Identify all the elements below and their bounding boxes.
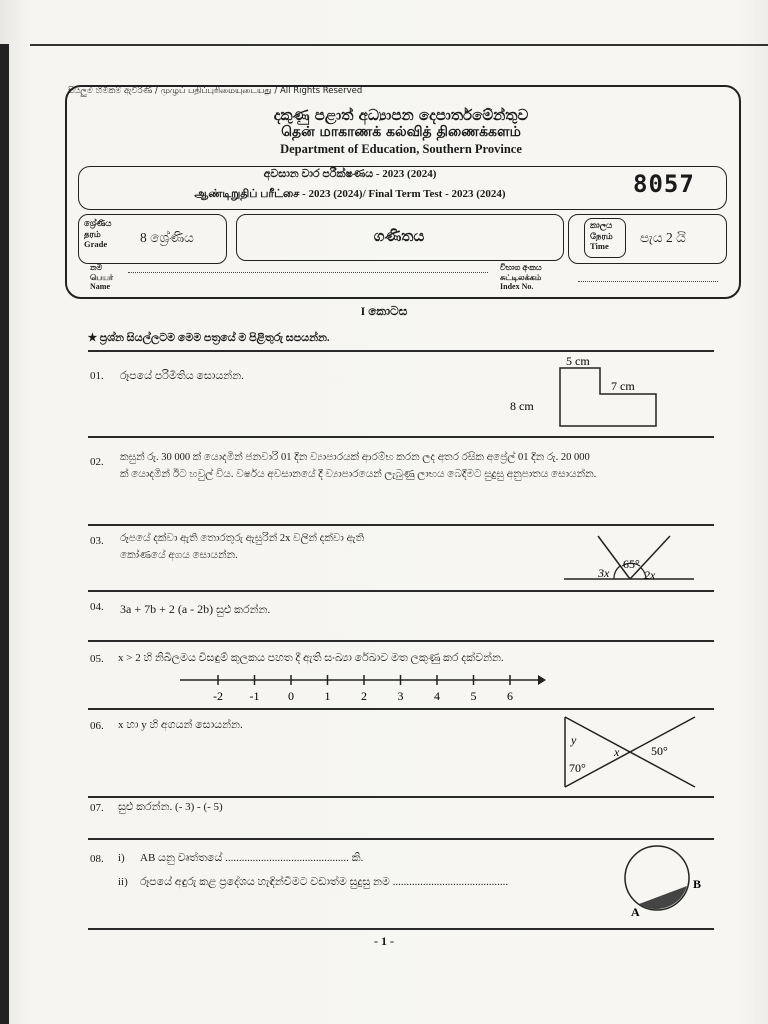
subquestion-text: රූපයේ අඳුරු කළ ප්‍රදේශය හැඳින්වීමට වඩාත්ම සුදුසු නම .......................................... bbox=[140, 876, 509, 888]
part-heading: I කොටස bbox=[360, 304, 408, 318]
angle-65: 65° bbox=[623, 557, 640, 571]
number-line-label: 6 bbox=[507, 689, 513, 703]
page-number: - 1 - bbox=[374, 934, 394, 948]
subquestion-text: AB යනු වෘත්තයේ ............................................. කි. bbox=[140, 852, 364, 864]
divider bbox=[88, 436, 714, 438]
term-title-sinhala: අවසාන වාර පරීක්ෂණය - 2023 (2024) bbox=[263, 168, 437, 180]
question-number: 03. bbox=[90, 535, 104, 547]
l-shape-figure bbox=[510, 352, 670, 432]
instruction-suffix: සුළු කරන්න. bbox=[213, 604, 271, 616]
question-line: කෝණයේ අගය සොයන්න. bbox=[120, 550, 238, 561]
divider bbox=[88, 590, 714, 592]
question-text bbox=[120, 530, 364, 564]
label-5cm: 5 cm bbox=[566, 354, 590, 368]
time-label-ta: நேரம் bbox=[590, 230, 613, 241]
question-number: 07. bbox=[90, 802, 104, 814]
angle-3x: 3x bbox=[598, 566, 610, 580]
angle-50: 50° bbox=[651, 744, 668, 758]
question-number: 05. bbox=[90, 653, 104, 665]
question-line: ක් යොදමින් ඊට හවුල් විය. වර්ෂය අවසානයේ දී ව්‍යාපාරයෙන් ලැබුණු ලාභය බෙදීමට සුදුසු අනුපාතය සොයන්න. bbox=[120, 469, 597, 480]
name-label-si: නම bbox=[90, 263, 103, 272]
angle-y: y bbox=[571, 733, 577, 747]
point-a: A bbox=[631, 905, 640, 919]
angle-2x: 2x bbox=[644, 568, 656, 582]
question-text: x > 2 හි නිඛිලමය විසඳුම් කුලකය පහත දී ඇති සංඛ්‍යා රේඛාව මත ලකුණු කර දක්වන්න. bbox=[118, 652, 504, 664]
divider bbox=[88, 708, 714, 710]
question-number: 01. bbox=[90, 370, 104, 382]
instruction-text: ★ ප්‍රශ්න සියල්ලටම මෙම පත්‍රයේ ම පිළිතුරු සපයන්න. bbox=[88, 332, 330, 344]
question-text: සුළු කරන්න. (- 3) - (- 5) bbox=[118, 801, 223, 813]
label-7cm: 7 cm bbox=[611, 379, 635, 393]
number-line bbox=[180, 670, 550, 706]
scan-edge-top bbox=[30, 44, 768, 46]
paper-code: 8057 bbox=[633, 170, 695, 198]
department-name-sinhala: දකුණු පළාත් අධ්‍යාපන දෙපාර්තමේන්තුව bbox=[273, 106, 529, 124]
question-number: 04. bbox=[90, 601, 104, 613]
subquestion-number: i) bbox=[118, 852, 125, 864]
grade-label-ta: தரம் bbox=[84, 228, 101, 239]
number-line-label: 0 bbox=[288, 689, 294, 703]
angles-on-line-figure bbox=[560, 530, 710, 590]
question-text: x හා y හි අගයන් සොයන්න. bbox=[118, 719, 243, 731]
index-label-si: විභාග අංකය bbox=[500, 263, 542, 272]
name-label-en: Name bbox=[90, 282, 110, 291]
question-number: 06. bbox=[90, 720, 104, 732]
department-name-english: Department of Education, Southern Province bbox=[280, 142, 522, 156]
question-text bbox=[120, 449, 720, 483]
index-number-field[interactable] bbox=[578, 281, 718, 282]
divider bbox=[88, 640, 714, 642]
question-line: කසුන් රු. 30 000 ක් යොදමින් ජනවාරි 01 දින ව්‍යාපාරයක් ආරම්භ කරන ලද අතර රසික අප්‍රේල් 01 දින රු. 20 000 bbox=[120, 452, 590, 463]
grade-label bbox=[84, 218, 112, 250]
question-text: රූපයේ පරිමිතිය සොයන්න. bbox=[120, 370, 244, 382]
circle-segment-figure bbox=[615, 840, 715, 920]
grade-label-si: ශ්‍රේණිය bbox=[84, 218, 112, 228]
number-line-label: 4 bbox=[434, 689, 440, 703]
expression: 3a + 7b + 2 (a - 2b) bbox=[120, 602, 214, 616]
label-8cm: 8 cm bbox=[510, 399, 534, 413]
number-line-label: -1 bbox=[249, 689, 260, 703]
name-label bbox=[90, 263, 113, 292]
triangles-figure bbox=[555, 712, 715, 792]
divider bbox=[88, 928, 714, 930]
number-line-label: 5 bbox=[470, 689, 477, 703]
question-text bbox=[120, 598, 270, 617]
point-b: B bbox=[693, 877, 702, 891]
name-label-ta: பெயர் bbox=[90, 272, 114, 282]
number-line-label: 1 bbox=[324, 689, 331, 703]
scan-edge-left bbox=[0, 44, 9, 1024]
grade-value: 8 ශ්‍රේණිය bbox=[140, 230, 194, 245]
index-label-en: Index No. bbox=[500, 282, 534, 291]
question-line: රූපයේ දක්වා ඇති තොරතුරු ඇසුරින් 2x වලින් දක්වා ඇති bbox=[120, 533, 365, 544]
divider bbox=[88, 796, 714, 798]
number-line-label: 2 bbox=[361, 689, 367, 703]
angle-x: x bbox=[614, 745, 620, 759]
term-title-tamil-english: ஆண்டிறுதிப் பரீட்சை - 2023 (2024)/ Final Term Test - 2023 (2024) bbox=[194, 188, 506, 200]
name-field[interactable] bbox=[128, 272, 488, 273]
time-label bbox=[590, 220, 613, 252]
number-line-label: 3 bbox=[397, 689, 404, 703]
time-label-en: Time bbox=[590, 241, 609, 251]
time-value: පැය 2 යි bbox=[640, 230, 686, 245]
subquestion-number: ii) bbox=[118, 876, 128, 888]
department-name-tamil: தென் மாகாணக் கல்வித் திணைக்களம் bbox=[281, 124, 521, 140]
number-line-label: -2 bbox=[213, 689, 223, 703]
question-number: 08. bbox=[90, 853, 104, 865]
index-label bbox=[500, 263, 542, 292]
angle-70: 70° bbox=[569, 761, 586, 775]
divider bbox=[88, 524, 714, 526]
grade-label-en: Grade bbox=[84, 239, 108, 249]
index-label-ta: சுட்டிலக்கம் bbox=[500, 272, 542, 282]
time-label-si: කාලය bbox=[590, 220, 613, 230]
copyright-notice: සියලුම හිමිකම් ඇවිරිණි / முழுப் பதிப்புரிமையுடையது / All Rights Reserved bbox=[68, 86, 363, 96]
subject-title: ගණිතය bbox=[373, 229, 425, 245]
question-number: 02. bbox=[90, 456, 104, 468]
